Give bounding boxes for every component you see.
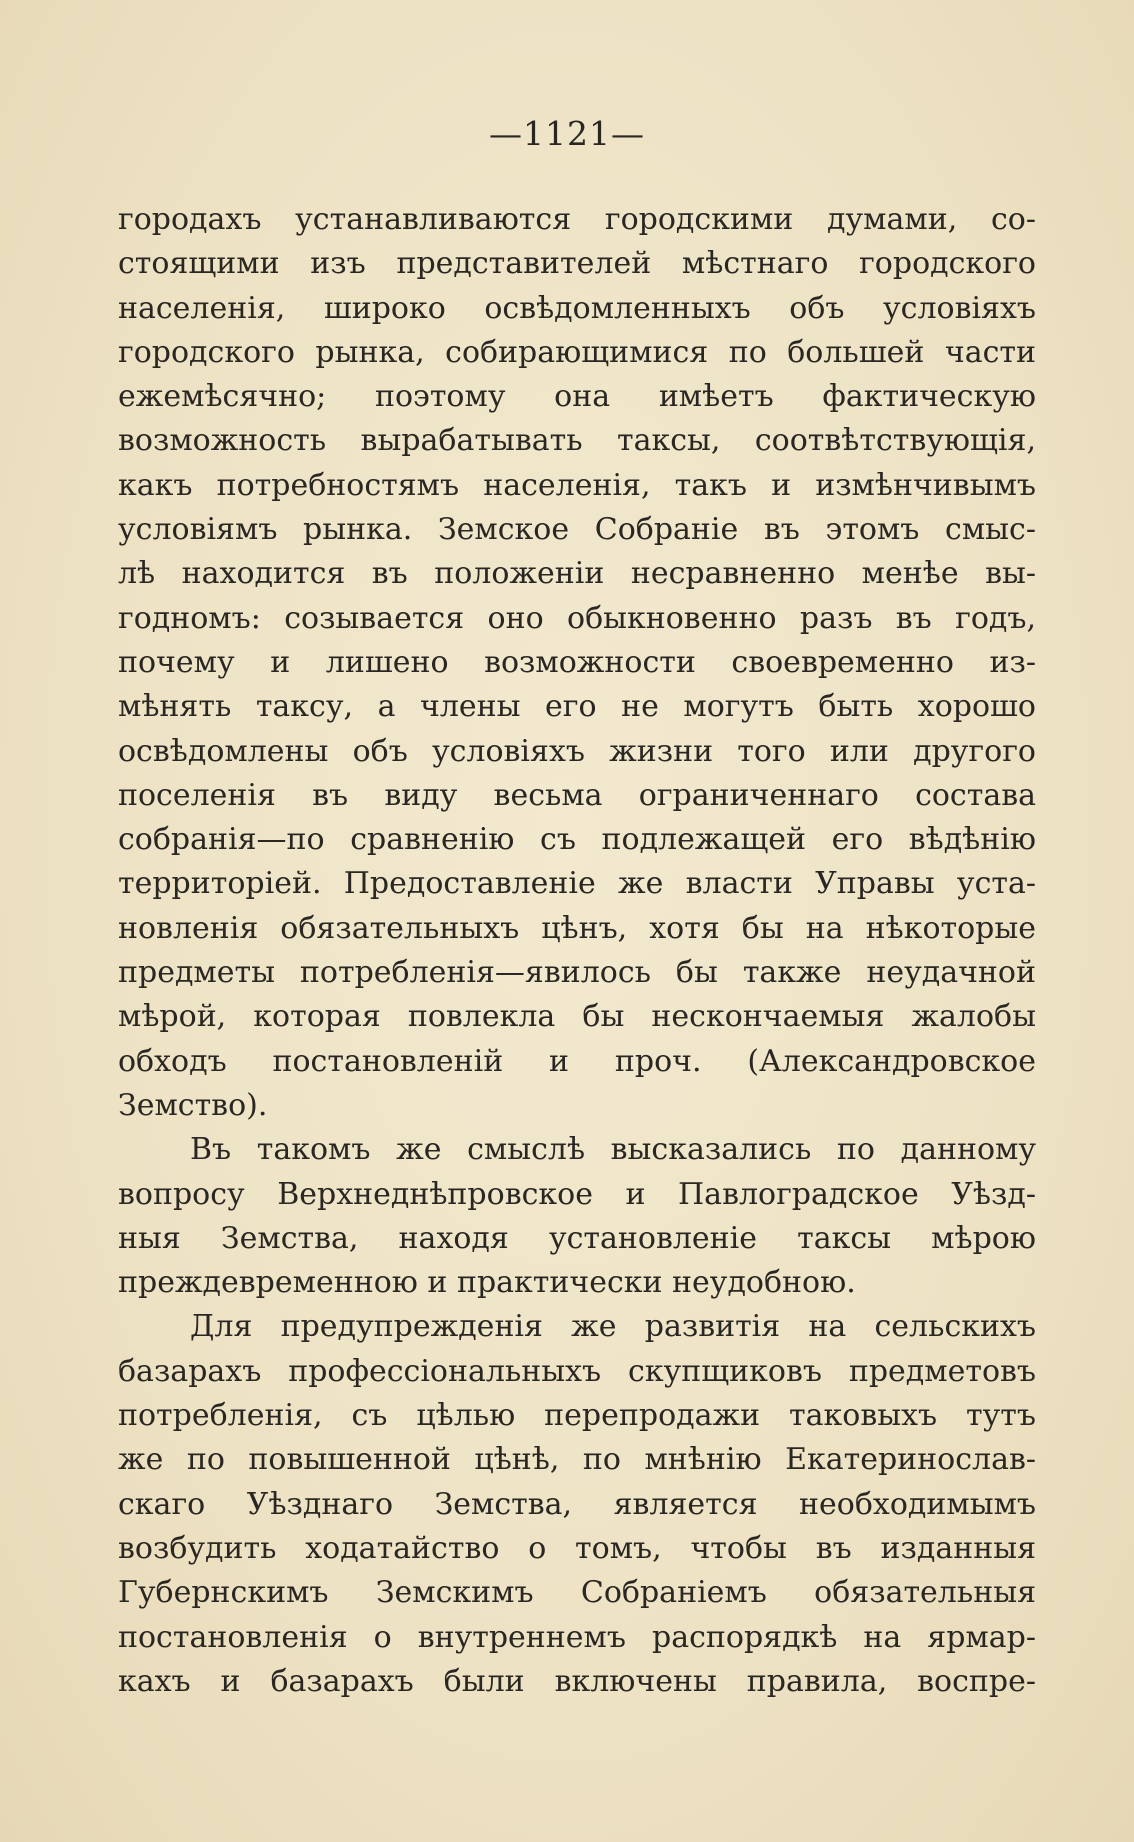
- text-line: освѣдомлены объ условіяхъ жизни того или другого: [118, 733, 1036, 769]
- text-line: скаго Уѣзднаго Земства, является необходимымъ: [118, 1486, 1036, 1522]
- paragraph-2: [118, 1128, 1036, 1305]
- text-line: населенія, широко освѣдомленныхъ объ условіяхъ: [118, 290, 1036, 326]
- text-line: Для предупрежденія же развитія на сельскихъ: [190, 1309, 1036, 1345]
- text-line: предметы потребленія—явилось бы также неудачной: [118, 955, 1036, 991]
- text-line: вопросу Верхнеднѣпровское и Павлоградское Уѣзд-: [118, 1176, 1036, 1212]
- text-line: поселенія въ виду весьма ограниченнаго состава: [118, 777, 1036, 813]
- text-line: ежемѣсячно; поэтому она имѣетъ фактическую: [118, 379, 1036, 415]
- text-line: же по повышенной цѣнѣ, по мнѣнію Екатеринослав-: [118, 1442, 1036, 1478]
- page-number: —1121—: [489, 114, 645, 153]
- text-line: постановленія о внутреннемъ распорядкѣ на ярмар-: [118, 1619, 1036, 1655]
- text-line: территоріей. Предоставленіе же власти Управы уста-: [118, 866, 1036, 902]
- text-line: Въ такомъ же смыслѣ высказались по данному: [190, 1132, 1036, 1168]
- text-line: городахъ устанавливаются городскими думами, со-: [118, 202, 1036, 237]
- text-line: преждевременною и практически неудобною.: [118, 1265, 856, 1301]
- text-body: [118, 198, 1036, 1704]
- text-line: обходъ постановленій и проч. (Александровское: [118, 1043, 1036, 1079]
- text-line: возможность вырабатывать таксы, соотвѣтствующія,: [118, 423, 1036, 459]
- text-line: потребленія, съ цѣлью перепродажи таковыхъ тутъ: [118, 1398, 1036, 1434]
- text-line: годномъ: созывается оно обыкновенно разъ въ годъ,: [118, 600, 1036, 636]
- text-line: городского рынка, собирающимися по большей части: [118, 334, 1036, 370]
- paragraph-1: [118, 198, 1036, 1128]
- text-line: ныя Земства, находя установленіе таксы мѣрою: [118, 1220, 1036, 1256]
- text-line: базарахъ профессіональныхъ скупщиковъ предметовъ: [118, 1353, 1036, 1389]
- text-line: возбудить ходатайство о томъ, чтобы въ изданныя: [118, 1530, 1036, 1566]
- paragraph-3: [118, 1305, 1036, 1704]
- text-line: лѣ находится въ положеніи несравненно менѣе вы-: [118, 556, 1036, 592]
- text-line: собранія—по сравненію съ подлежащей его вѣдѣнію: [118, 822, 1036, 858]
- text-line: стоящими изъ представителей мѣстнаго городского: [118, 246, 1036, 282]
- text-line: какъ потребностямъ населенія, такъ и измѣнчивымъ: [118, 467, 1036, 503]
- text-line: условіямъ рынка. Земское Собраніе въ этомъ смыс-: [118, 512, 1036, 548]
- text-line: Земство).: [118, 1087, 268, 1123]
- text-line: новленія обязательныхъ цѣнъ, хотя бы на нѣкоторые: [118, 910, 1036, 946]
- text-line: мѣрой, которая повлекла бы нескончаемыя жалобы: [118, 999, 1036, 1035]
- text-line: кахъ и базарахъ были включены правила, воспре-: [118, 1663, 1036, 1699]
- text-line: мѣнять таксу, а члены его не могутъ быть хорошо: [118, 689, 1036, 725]
- text-line: Губернскимъ Земскимъ Собраніемъ обязательныя: [118, 1575, 1036, 1611]
- text-line: почему и лишено возможности своевременно из-: [118, 644, 1036, 680]
